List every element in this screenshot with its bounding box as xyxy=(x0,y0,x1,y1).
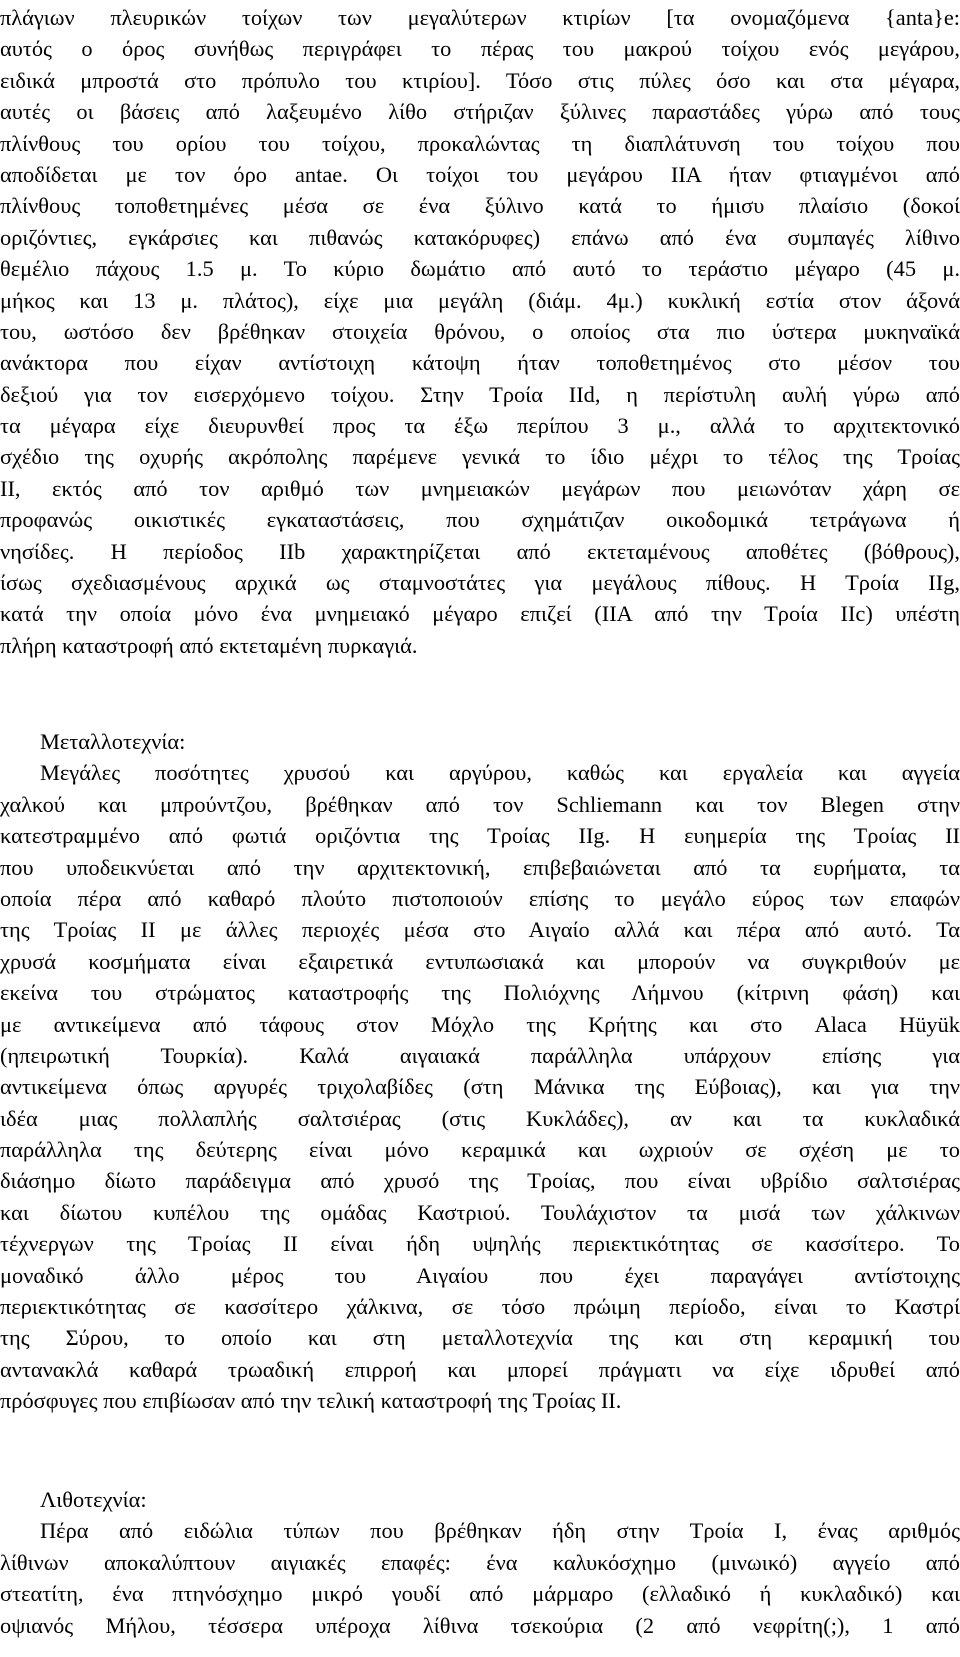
text-line: ανάκτορα που είχαν αντίστοιχη κάτοψη ήταν τοποθετημένος στο μέσον του xyxy=(0,350,960,376)
text-line: με αντικείμενα από τάφους στον Μόχλο της Κρήτης και στο Alaca Hüyük xyxy=(0,1011,960,1037)
text-line: εκείνα του στρώματος καταστροφής της Πολιόχνης Λήμνου (κίτρινη φάση) και xyxy=(0,980,960,1006)
text-line: Πέρα από ειδώλια τύπων που βρέθηκαν ήδη στην Τροία I, ένας αριθμός xyxy=(40,1518,960,1544)
text-line: δεξιού για τον εισερχόμενο τοίχου. Στην Τροία IId, η περίστυλη αυλή γύρω από xyxy=(0,381,960,407)
text-line: θεμέλιο πάχους 1.5 μ. Το κύριο δωμάτιο από αυτό το τεράστιο μέγαρο (45 μ. xyxy=(0,256,960,282)
text-line: στεατίτη, ένα πτηνόσχημο μικρό γουδί από μάρμαρο (ελλαδικό ή κυκλαδικό) και xyxy=(0,1581,960,1607)
text-line: κατά την οποία μόνο ένα μνημειακό μέγαρο επιζεί (IIA από την Τροία IIc) υπέστη xyxy=(0,601,960,627)
text-line: αυτός ο όρος συνήθως περιγράφει το πέρας του μακρού τοίχου ενός μεγάρου, xyxy=(0,36,960,62)
text-line: προφανώς οικιστικές εγκαταστάσεις, που σχημάτιζαν οικοδομικά τετράγωνα ή xyxy=(0,507,960,533)
text-line: Μεγάλες ποσότητες χρυσού και αργύρου, καθώς και εργαλεία και αγγεία xyxy=(40,760,960,786)
text-line: του, ωστόσο δεν βρέθηκαν στοιχεία θρόνου, ο οποίος στα πιο ύστερα μυκηναϊκά xyxy=(0,318,960,344)
text-line: αντικείμενα όπως αργυρές τριχολαβίδες (στη Μάνικα της Εύβοιας), και για την xyxy=(0,1074,960,1100)
section-lithic xyxy=(0,1484,960,1641)
text-line: πρόσφυγες που επιβίωσαν από την τελική καταστροφή της Τροίας II. xyxy=(0,1388,622,1414)
text-line: νησίδες. Η περίοδος IIb χαρακτηρίζεται από εκτεταμένους αποθέτες (βόθρους), xyxy=(0,538,960,564)
text-line: μοναδικό άλλο μέρος του Αιγαίου που έχει παραγάγει αντίστοιχης xyxy=(0,1262,960,1288)
text-line: τα μέγαρα είχε διευρυνθεί προς τα έξω περίπου 3 μ., αλλά το αρχιτεκτονικό xyxy=(0,413,960,439)
text-line: της Τροίας II με άλλες περιοχές μέσα στο Αιγαίο αλλά και πέρα από αυτό. Τα xyxy=(0,917,960,943)
text-line: χαλκού και μπρούντζου, βρέθηκαν από τον Schliemann και τον Blegen στην xyxy=(0,791,960,817)
text-line: λίθινων αποκαλύπτουν αιγιακές επαφές: ένα καλυκόσχημο (μινωικό) αγγείο από xyxy=(0,1549,960,1575)
text-line: πλήρη καταστροφή από εκτεταμένη πυρκαγιά. xyxy=(0,632,418,658)
text-line: σχέδιο της οχυρής ακρόπολης παρέμενε γενικά το ίδιο μέχρι το τέλος της Τροίας xyxy=(0,444,960,470)
text-line: II, εκτός από τον αριθμό των μνημειακών μεγάρων που μειωνόταν χάρη σε xyxy=(0,475,960,501)
text-line: διάσημο δίωτο παράδειγμα από χρυσό της Τροίας, που είναι υβρίδιο σαλτσιέρας xyxy=(0,1168,960,1194)
text-line: κατεστραμμένο από φωτιά οριζόντια της Τροίας IIg. Η ευημερία της Τροίας II xyxy=(0,823,960,849)
text-line: τέχνεργων της Τροίας II είναι ήδη υψηλής περιεκτικότητας σε κασσίτερο. Το xyxy=(0,1231,960,1257)
section-metallurgy xyxy=(0,726,960,1417)
text-line: αυτές οι βάσεις από λαξευμένο λίθο στήριζαν ξύλινες παραστάδες γύρω από τους xyxy=(0,99,960,125)
text-line: της Σύρου, το οποίο και στη μεταλλοτεχνία της και στη κεραμική του xyxy=(0,1325,960,1351)
text-line: χρυσά κοσμήματα είναι εξαιρετικά εντυπωσιακά και μπορούν να συγκριθούν με xyxy=(0,948,960,974)
paragraph-troy-ii-architecture xyxy=(0,2,960,661)
text-line: οποία πέρα από καθαρό πλούτο πιστοποιούν επίσης το μεγάλο εύρος των επαφών xyxy=(0,885,960,911)
text-line: ίσως σχεδιασμένους αρχικά ως σταμνοστάτες για μεγάλους πίθους. Η Τροία IIg, xyxy=(0,570,960,596)
text-line: και δίωτου κυπέλου της ομάδας Καστριού. Τουλάχιστον τα μισά των χάλκινων xyxy=(0,1199,960,1225)
text-line: (ηπειρωτική Τουρκία). Καλά αιγαιακά παράλληλα υπάρχουν επίσης για xyxy=(0,1042,960,1068)
text-line: παράλληλα της δεύτερης είναι μόνο κεραμικά και ωχριούν σε σχέση με το xyxy=(0,1137,960,1163)
text-line: ιδέα μιας πολλαπλής σαλτσιέρας (στις Κυκλάδες), αν και τα κυκλαδικά xyxy=(0,1105,960,1131)
text-line: πλάγιων πλευρικών τοίχων των μεγαλύτερων κτιρίων [τα ονομαζόμενα {anta}e: xyxy=(0,5,960,30)
text-line: ειδικά μπροστά στο πρόπυλο του κτιρίου]. Τόσο στις πύλες όσο και στα μέγαρα, xyxy=(0,67,960,93)
text-line: περιεκτικότητας σε κασσίτερο χάλκινα, σε τόσο πρώιμη περίοδο, είναι το Καστρί xyxy=(0,1294,960,1320)
text-line: αντανακλά καθαρά τρωαδική επιρροή και μπορεί πράγματι να είχε ιδρυθεί από xyxy=(0,1356,960,1382)
text-line: πλίνθους τοποθετημένες μέσα σε ένα ξύλινο κατά το ήμισυ πλαίσιο (δοκοί xyxy=(0,193,960,219)
section-heading-lithic: Λιθοτεχνία: xyxy=(40,1487,147,1512)
section-heading-metallurgy: Μεταλλοτεχνία: xyxy=(40,729,186,754)
text-line: αποδίδεται με τον όρο antae. Οι τοίχοι του μεγάρου IIA ήταν φτιαγμένοι από xyxy=(0,161,960,187)
text-line: πλίνθους του ορίου του τοίχου, προκαλώντας τη διαπλάτυνση του τοίχου που xyxy=(0,130,960,156)
text-line: οριζόντιες, εγκάρσιες και πιθανώς κατακόρυφες) επάνω από ένα συμπαγές λίθινο xyxy=(0,224,960,250)
text-line: οψιανός Μήλου, τέσσερα υπέροχα λίθινα τσεκούρια (2 από νεφρίτη(;), 1 από xyxy=(0,1612,960,1638)
text-line: που υποδεικνύεται από την αρχιτεκτονική, επιβεβαιώνεται από τα ευρήματα, τα xyxy=(0,854,960,880)
text-line: μήκος και 13 μ. πλάτος), είχε μια μεγάλη (διάμ. 4μ.) κυκλική εστία στον άξονά xyxy=(0,287,960,313)
